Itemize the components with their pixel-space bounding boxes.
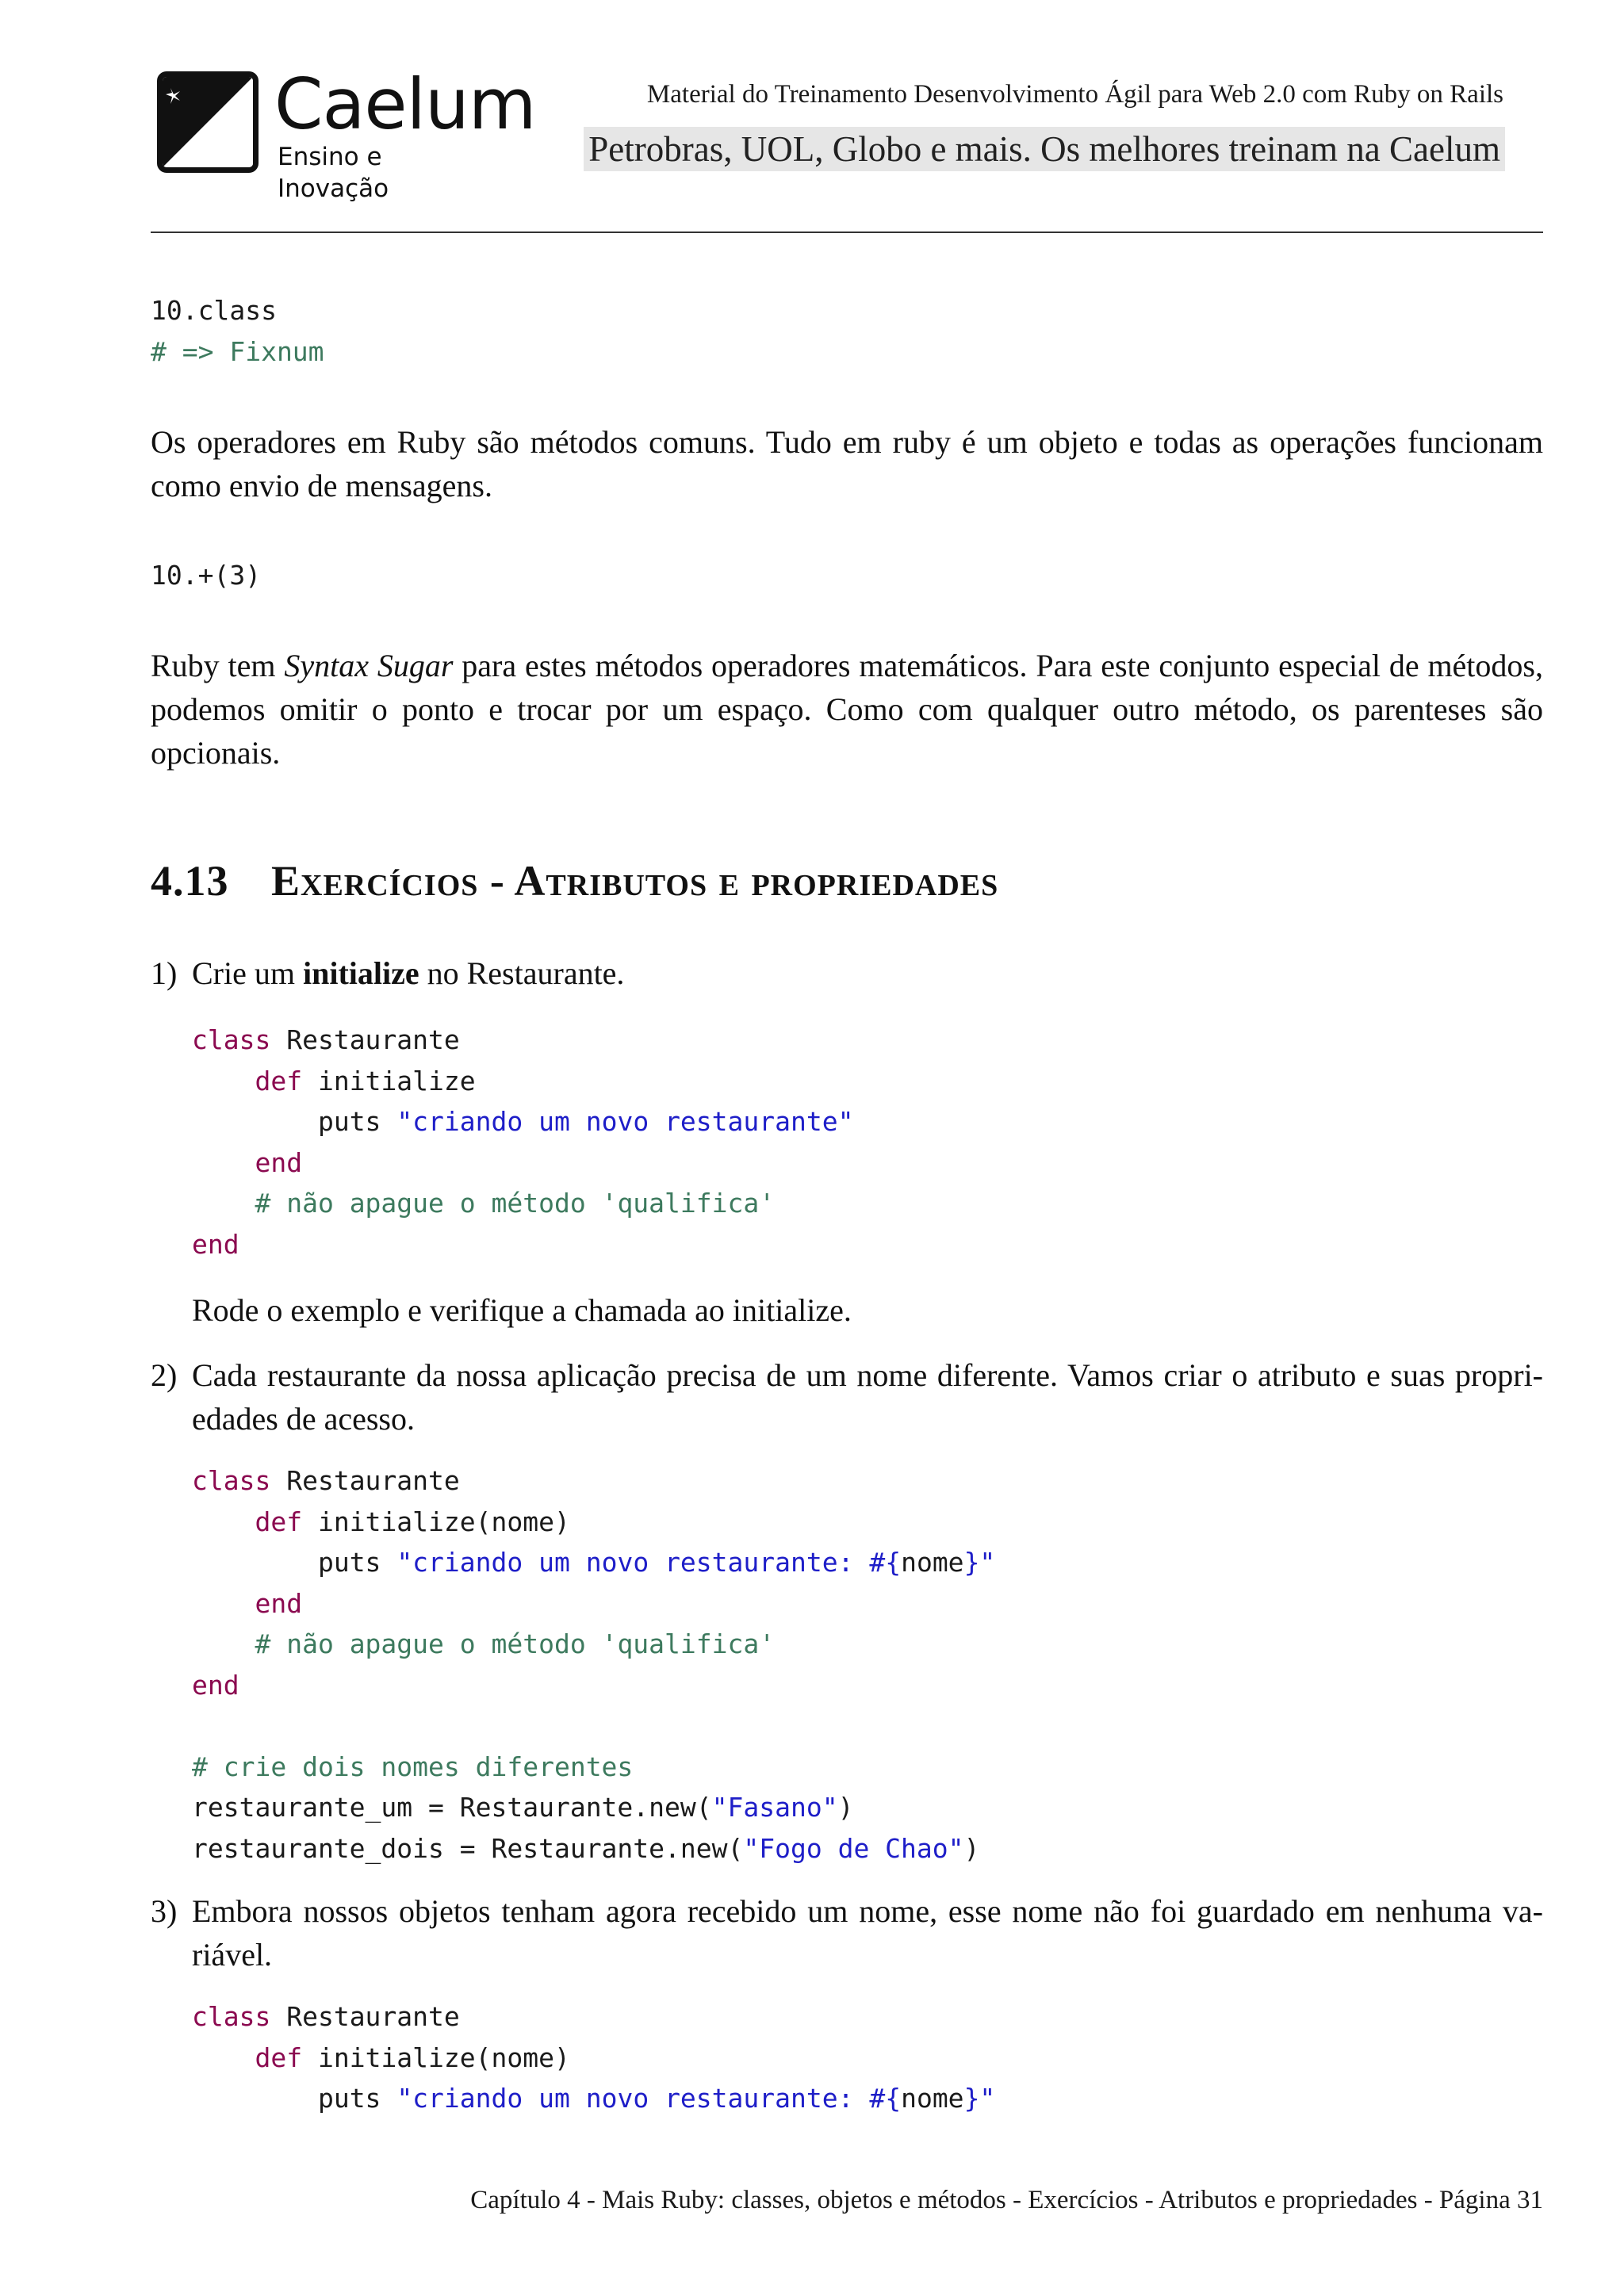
keyword: def — [255, 1506, 303, 1537]
keyword: def — [255, 2042, 303, 2073]
code-token: restaurante_dois = Restaurante.new( — [192, 1832, 744, 1864]
code-token: initialize(nome) — [317, 2042, 570, 2073]
string-literal: }" — [963, 2083, 996, 2114]
string-literal: "criando um novo restaurante" — [396, 1106, 854, 1137]
paragraph-line: como envio de mensagens. — [151, 468, 492, 503]
list-item-text — [192, 951, 1543, 995]
code-token: initialize(nome) — [317, 1506, 570, 1537]
keyword: class — [192, 1465, 271, 1496]
string-literal: "Fogo de Chao" — [743, 1832, 964, 1864]
code-token: puts — [317, 1547, 381, 1578]
list-item-followup: Rode o exemplo e verifique a chamada ao initialize. — [192, 1292, 852, 1328]
code-block-initialize-nome — [192, 1460, 995, 1869]
string-literal: "criando um novo restaurante: #{ — [396, 2083, 902, 2114]
code-line: 10.+(3) — [151, 560, 262, 591]
code-token: Restaurante — [286, 1465, 460, 1496]
code-token: puts — [317, 1106, 381, 1137]
code-token: Restaurante — [286, 2001, 460, 2032]
section-title: Exercícios - Atributos e propriedades — [271, 857, 999, 905]
header-slogan: Petrobras, UOL, Globo e mais. Os melhores treinam na Caelum — [584, 127, 1505, 171]
header-divider — [151, 232, 1543, 233]
keyword: class — [192, 1024, 271, 1055]
keyword: end — [255, 1587, 303, 1619]
paragraph-syntax-sugar — [151, 644, 1543, 775]
code-token: ) — [963, 1832, 980, 1864]
paragraph-line: opcionais. — [151, 735, 281, 771]
code-token: nome — [901, 1547, 964, 1578]
code-block-plus — [151, 555, 261, 596]
code-token: nome — [901, 2083, 964, 2114]
code-token: Restaurante — [286, 1024, 460, 1055]
list-item-number: 2) — [151, 1357, 178, 1393]
section-heading — [151, 853, 998, 909]
code-token: initialize — [317, 1065, 476, 1096]
code-token: puts — [317, 2083, 381, 2114]
string-literal: }" — [963, 1547, 996, 1578]
paragraph-line: edades de acesso. — [192, 1401, 415, 1437]
paragraph-line: Embora nossos objetos tenham agora recebido um nome, esse nome não foi guardado em nenhuma va- — [192, 1893, 1543, 1929]
paragraph-line: podemos omitir o ponto e trocar por um espaço. Como com qualquer outro método, os parenteses são — [151, 691, 1543, 727]
list-item-number: 1) — [151, 955, 178, 991]
bold-initialize: initialize — [302, 955, 419, 991]
keyword: class — [192, 2001, 271, 2032]
list-item-text — [192, 1889, 1543, 1976]
paragraph-line — [151, 644, 1543, 687]
list-item-number: 3) — [151, 1893, 178, 1929]
paragraph-line: riável. — [192, 1937, 273, 1973]
code-comment: # não apague o método 'qualifica' — [255, 1628, 776, 1659]
code-comment: # => Fixnum — [151, 335, 324, 367]
logo-mark-icon — [157, 71, 259, 173]
paragraph-line: Os operadores em Ruby são métodos comuns. Tudo em ruby é um objeto e todas as operações funcionam — [151, 424, 1543, 460]
list-item-text — [192, 1353, 1543, 1441]
code-block-initialize — [192, 1020, 853, 1265]
text-span: no Restaurante. — [419, 955, 625, 991]
string-literal: "Fasano" — [711, 1792, 838, 1823]
code-block-class — [151, 290, 324, 372]
code-line: 10.class — [151, 295, 277, 326]
page-footer: Capítulo 4 - Mais Ruby: classes, objetos e métodos - Exercícios - Atributos e propriedades - Página 31 — [470, 2186, 1543, 2214]
code-token: ) — [837, 1792, 854, 1823]
paragraph-operators — [151, 420, 1543, 507]
keyword: end — [192, 1669, 239, 1701]
text-span: Ruby tem — [151, 648, 285, 683]
code-token: restaurante_um = Restaurante.new( — [192, 1792, 712, 1823]
string-literal: "criando um novo restaurante: #{ — [396, 1547, 902, 1578]
keyword: end — [192, 1228, 239, 1260]
text-span: para estes métodos operadores matemáticos. Para este conjunto especial de métodos, — [453, 648, 1543, 683]
keyword: end — [255, 1146, 303, 1178]
keyword: def — [255, 1065, 303, 1096]
text-span: Crie um — [192, 955, 303, 991]
header-title: Material do Treinamento Desenvolvimento Ágil para Web 2.0 com Ruby on Rails — [646, 80, 1503, 109]
paragraph-line: Cada restaurante da nossa aplicação precisa de um nome diferente. Vamos criar o atributo e suas propri- — [192, 1357, 1543, 1393]
logo-tagline: Ensino e Inovação — [278, 143, 389, 203]
emphasis-syntax-sugar: Syntax Sugar — [284, 648, 454, 683]
code-block-partial — [192, 1996, 995, 2119]
code-comment: # crie dois nomes diferentes — [192, 1751, 634, 1782]
section-number: 4.13 — [151, 857, 229, 905]
code-comment: # não apague o método 'qualifica' — [255, 1188, 776, 1219]
logo-name: Caelum — [274, 63, 536, 145]
caelum-logo — [157, 63, 536, 203]
